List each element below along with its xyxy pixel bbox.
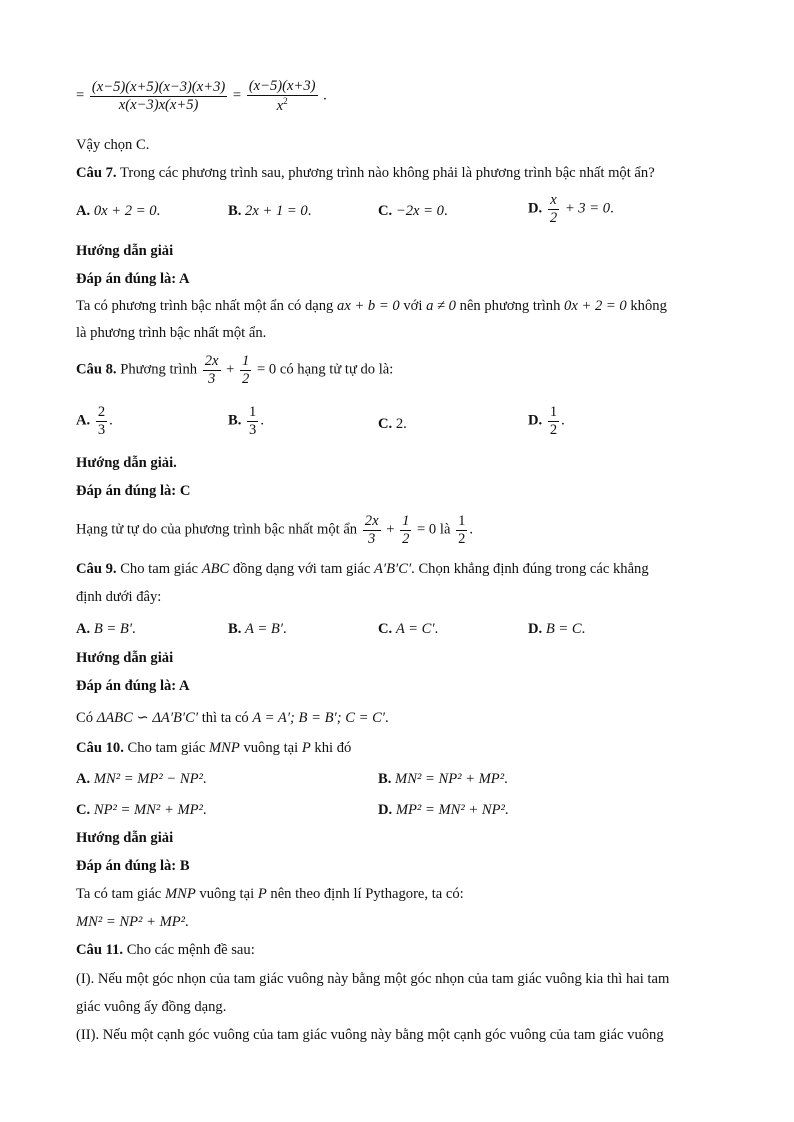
q7-option-c <box>378 203 448 220</box>
option-key: C. <box>76 802 91 818</box>
fraction-numerator: 1 <box>249 404 257 420</box>
option-math: A = B′ <box>245 621 283 637</box>
math: ΔABC ∽ ΔA′B′C′ <box>96 710 199 726</box>
option-fraction <box>96 404 107 439</box>
fraction-denominator: 3 <box>97 421 106 438</box>
option-key: B. <box>378 771 392 787</box>
text: thì ta có <box>201 710 249 726</box>
q9-label: Câu 9. <box>76 561 117 577</box>
q9-option-c <box>378 621 438 638</box>
fraction-numerator: 2x <box>364 513 379 529</box>
q10-question <box>76 740 351 757</box>
fraction-denominator: 2 <box>242 370 250 387</box>
period: . <box>469 521 474 538</box>
text: nên phương trình <box>459 298 561 314</box>
option-key: D. <box>528 621 543 637</box>
q8-option-a <box>76 404 113 439</box>
q9-option-d <box>528 621 585 638</box>
math: 0x + 2 = 0 <box>564 298 627 314</box>
option-value: 2 <box>395 416 404 432</box>
q9-option-a <box>76 621 136 638</box>
period: . <box>323 87 327 104</box>
math: = 0 <box>417 521 437 538</box>
period: . <box>185 914 189 930</box>
period: . <box>109 412 113 429</box>
period: . <box>132 621 136 637</box>
option-key: B. <box>228 621 242 637</box>
text: vuông tại <box>243 740 299 756</box>
option-math: MN² = MP² − NP² <box>93 771 203 787</box>
text: Ta có phương trình bậc nhất một ẩn có dạng <box>76 298 334 314</box>
equals-sign: = <box>76 87 85 104</box>
fraction-numerator: 1 <box>242 353 250 369</box>
q8-option-b <box>228 404 264 439</box>
option-math: A = C′ <box>395 621 435 637</box>
q7-question <box>76 165 655 182</box>
option-key: A. <box>76 412 91 429</box>
text: Cho các mệnh đề sau: <box>126 942 255 958</box>
fraction-1 <box>90 79 227 114</box>
math: ax + b = 0 <box>337 298 400 314</box>
option-key: A. <box>76 203 91 219</box>
q9-question <box>76 561 649 578</box>
fraction-2-denominator: x <box>276 97 284 114</box>
option-key: D. <box>528 200 543 217</box>
plus-sign: + <box>386 521 395 538</box>
q7-explanation-line2: là phương trình bậc nhất một ẩn. <box>76 325 267 341</box>
q7-explanation-line1 <box>76 298 667 315</box>
option-math: −2x = 0 <box>395 203 444 219</box>
period: . <box>307 203 312 219</box>
q7-guide: Hướng dẫn giải <box>76 243 174 259</box>
q9-guide: Hướng dẫn giải <box>76 650 174 666</box>
q9-question-line2: định dưới đây: <box>76 589 162 605</box>
text: vuông tại <box>199 886 255 902</box>
q8-expl-fraction-2 <box>400 513 411 548</box>
q9-answer: Đáp án đúng là: A <box>76 678 190 694</box>
option-math: + 3 = 0 <box>564 200 611 217</box>
q7-label: Câu 7. <box>76 165 117 181</box>
q10-option-b <box>378 771 508 788</box>
q8-expl-fraction-1 <box>363 513 381 548</box>
math: P <box>301 740 311 756</box>
option-key: B. <box>228 203 242 219</box>
option-math: MN² = NP² + MP² <box>395 771 505 787</box>
option-key: B. <box>228 412 242 429</box>
text: đồng dạng với tam giác <box>232 561 371 577</box>
q8-option-d <box>528 404 565 439</box>
math: A′B′C′ <box>374 561 412 577</box>
q9-option-b <box>228 621 287 638</box>
q7-option-d <box>528 192 614 227</box>
q8-label: Câu 8. <box>76 361 117 378</box>
option-key: C. <box>378 416 393 432</box>
fraction-2 <box>247 78 318 115</box>
fraction-numerator: x <box>548 192 559 210</box>
period: . <box>202 802 207 818</box>
period: . <box>610 200 614 217</box>
period: . <box>282 621 287 637</box>
period: . <box>561 412 565 429</box>
option-fraction <box>247 404 258 439</box>
math: P <box>257 886 267 902</box>
q8-fraction-2 <box>240 353 251 388</box>
text: không <box>630 298 667 314</box>
q10-guide: Hướng dẫn giải <box>76 830 174 846</box>
fraction-denominator: 3 <box>249 421 257 438</box>
q7-option-b <box>228 203 311 220</box>
option-key: A. <box>76 771 91 787</box>
option-math: 0x + 2 = 0 <box>93 203 157 219</box>
equals-sign: = <box>232 87 242 104</box>
fraction-denominator: 2 <box>458 530 466 547</box>
q10-answer: Đáp án đúng là: B <box>76 858 190 874</box>
fraction-1-numerator: (x−5)(x+5)(x−3)(x+3) <box>91 79 226 95</box>
fraction-denominator: 2 <box>549 209 558 226</box>
text: Phương trình <box>120 361 198 378</box>
q11-question <box>76 942 255 959</box>
q10-label: Câu 10. <box>76 740 124 756</box>
period: . <box>581 621 586 637</box>
period: . <box>504 771 508 787</box>
period: . <box>156 203 161 219</box>
q8-question <box>76 353 393 388</box>
fraction-1-denominator: x(x−3)x(x+5) <box>118 96 199 113</box>
text: Cho tam giác <box>120 561 199 577</box>
q8-option-c <box>378 416 407 433</box>
option-fraction <box>548 404 559 439</box>
period: . <box>385 710 389 726</box>
conclusion: Vậy chọn C. <box>76 137 150 153</box>
period: . <box>434 621 439 637</box>
option-key: C. <box>378 621 393 637</box>
option-key: D. <box>378 802 393 818</box>
q10-option-c <box>76 802 207 819</box>
text: Cho tam giác <box>127 740 206 756</box>
exponent: 2 <box>283 95 288 106</box>
fraction-denominator: 2 <box>549 421 558 438</box>
top-equation <box>76 78 327 115</box>
fraction-2-numerator: (x−5)(x+3) <box>248 78 316 94</box>
fraction-denominator: 2 <box>402 530 410 547</box>
fraction-numerator: 1 <box>458 513 466 529</box>
math: = 0 <box>257 361 277 378</box>
fraction-numerator: 2 <box>97 404 106 420</box>
fraction-numerator: 1 <box>402 513 410 529</box>
q7-text: Trong các phương trình sau, phương trình nào không phải là phương trình bậc nhất một ẩn? <box>119 165 655 181</box>
math: ABC <box>201 561 230 577</box>
text: là <box>439 521 451 538</box>
q8-explanation <box>76 513 473 548</box>
fraction-denominator: 3 <box>207 370 216 387</box>
text: với <box>403 298 423 314</box>
text: . Chọn khẳng định đúng trong các khẳng <box>411 561 649 577</box>
q11-proposition-2-line1: (II). Nếu một cạnh góc vuông của tam giác vuông này bằng một cạnh góc vuông của tam giác vuông <box>76 1027 664 1043</box>
option-key: D. <box>528 412 543 429</box>
option-math: 2x + 1 = 0 <box>245 203 308 219</box>
q7-answer: Đáp án đúng là: A <box>76 271 190 287</box>
fraction-numerator: 2x <box>204 353 219 369</box>
text: khi đó <box>314 740 352 756</box>
text: Hạng tử tự do của phương trình bậc nhất một ẩn <box>76 521 358 538</box>
period: . <box>202 771 207 787</box>
q10-option-d <box>378 802 509 819</box>
option-key: A. <box>76 621 91 637</box>
q11-proposition-1-line2: giác vuông ấy đồng dạng. <box>76 999 227 1015</box>
option-math: MP² = MN² + NP² <box>395 802 505 818</box>
fraction-denominator: 3 <box>368 530 376 547</box>
fraction-numerator: 1 <box>549 404 558 420</box>
period: . <box>260 412 264 429</box>
option-key: C. <box>378 203 393 219</box>
period: . <box>504 802 509 818</box>
q8-answer-fraction <box>456 513 467 548</box>
q8-answer: Đáp án đúng là: C <box>76 483 191 499</box>
text: có hạng tử tự do là: <box>279 361 394 378</box>
q10-option-a <box>76 771 207 788</box>
q9-explanation <box>76 709 389 727</box>
q11-proposition-1-line1: (I). Nếu một góc nhọn của tam giác vuông này bằng một góc nhọn của tam giác vuông kia thì hai tam <box>76 971 670 987</box>
q10-explanation-eq <box>76 914 189 931</box>
text: Ta có tam giác <box>76 886 162 902</box>
period: . <box>403 416 407 432</box>
q8-guide: Hướng dẫn giải. <box>76 455 177 471</box>
math: a ≠ 0 <box>426 298 456 314</box>
math: MN² = NP² + MP² <box>76 914 186 930</box>
text: Có <box>76 710 94 726</box>
text: nên theo định lí Pythagore, ta có: <box>270 886 464 902</box>
option-math: NP² = MN² + MP² <box>93 802 203 818</box>
q10-explanation <box>76 886 464 903</box>
math: MNP <box>164 886 196 902</box>
math: MNP <box>208 740 240 756</box>
math: A = A′; B = B′; C = C′ <box>252 710 386 726</box>
q7-option-a <box>76 203 160 220</box>
option-math: B = C <box>545 621 582 637</box>
q8-fraction-1 <box>203 353 221 388</box>
period: . <box>443 203 448 219</box>
option-fraction <box>548 192 559 227</box>
option-math: B = B′ <box>93 621 133 637</box>
q11-label: Câu 11. <box>76 942 124 958</box>
plus-sign: + <box>226 361 235 378</box>
